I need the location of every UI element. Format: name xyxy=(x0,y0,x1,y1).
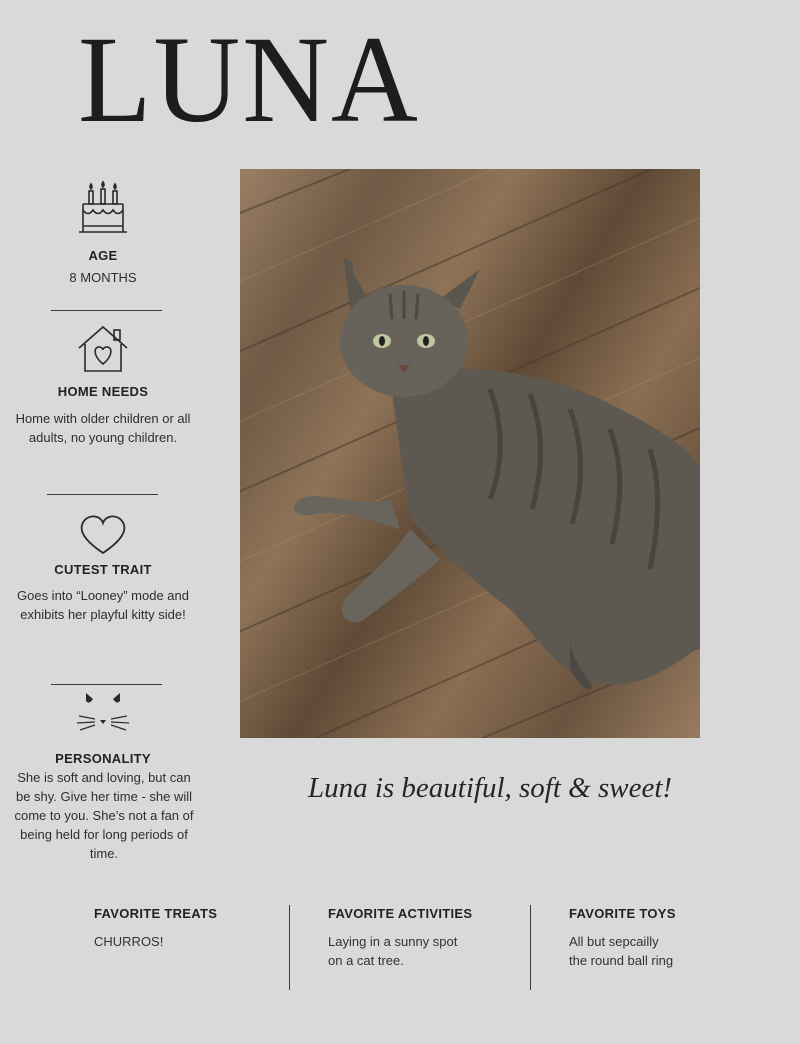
favorite-treats-value: CHURROS! xyxy=(94,934,164,949)
favorite-toys-label: FAVORITE TOYS xyxy=(569,906,676,921)
age-value: 8 MONTHS xyxy=(69,270,137,285)
heart-icon xyxy=(0,514,206,556)
personality-label: PERSONALITY xyxy=(55,751,151,766)
age-label: AGE xyxy=(88,248,118,263)
cat-face-icon xyxy=(0,692,206,740)
favorite-activities-label: FAVORITE ACTIVITIES xyxy=(328,906,473,921)
column-divider xyxy=(530,905,531,990)
home-needs-label: HOME NEEDS xyxy=(57,384,149,399)
favorite-activities-value: Laying in a sunny spot on a cat tree. xyxy=(328,934,458,968)
cutest-trait-value: Goes into “Looney” mode and exhibits her playful kitty side! xyxy=(17,588,189,622)
tagline: Luna is beautiful, soft & sweet! xyxy=(307,772,673,804)
cat-photo xyxy=(240,169,700,738)
divider xyxy=(51,310,162,311)
birthday-cake-icon xyxy=(0,180,206,240)
favorite-treats-label: FAVORITE TREATS xyxy=(94,906,218,921)
column-divider xyxy=(289,905,290,990)
favorite-toys-value: All but sepcailly the round ball ring xyxy=(569,934,674,968)
divider xyxy=(47,494,158,495)
divider xyxy=(51,684,162,685)
home-needs-value: Home with older children or all adults, no young children. xyxy=(15,411,191,445)
cutest-trait-label: CUTEST TRAIT xyxy=(54,562,152,577)
house-heart-icon xyxy=(0,324,206,374)
personality-value: She is soft and loving, but can be shy. Give her time - she will come to you. She’s not a fan of being held for long periods of time. xyxy=(14,770,194,861)
page-title: LUNA xyxy=(78,11,420,148)
